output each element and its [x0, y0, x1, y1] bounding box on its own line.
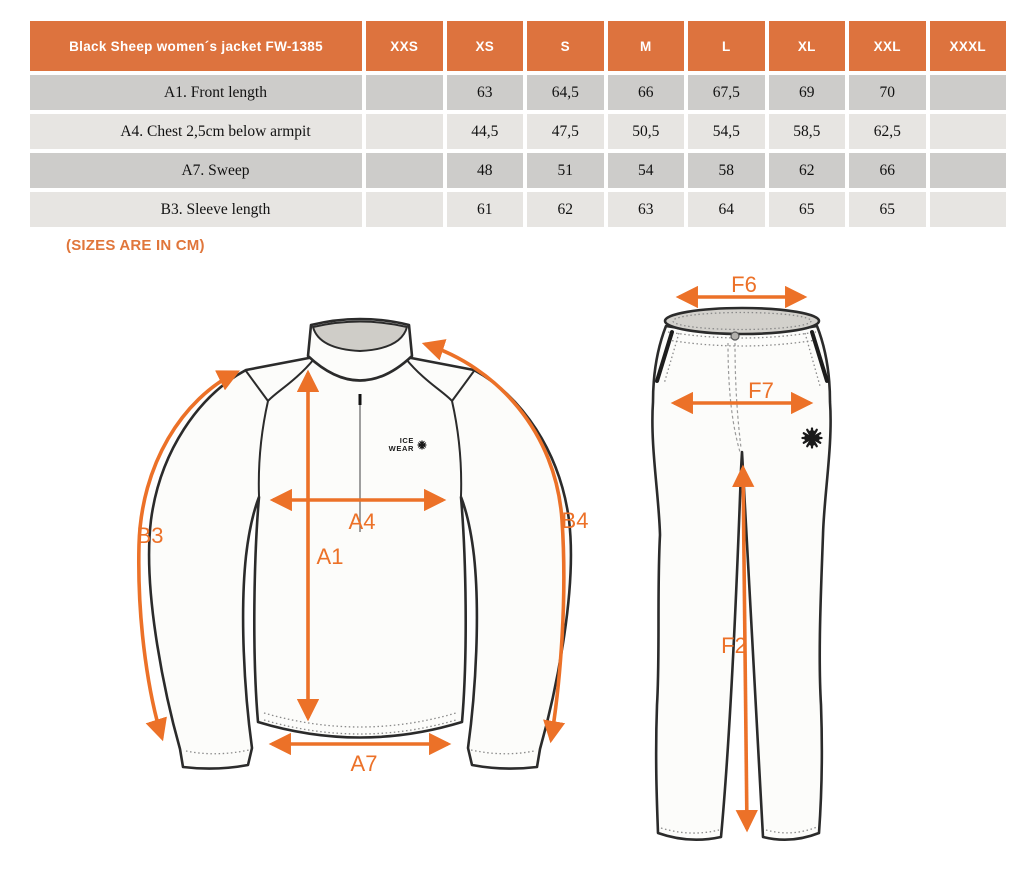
cell: 44,5 [447, 114, 524, 149]
cell: 65 [849, 192, 926, 227]
table-row-chest [30, 114, 1006, 149]
size-col-xl: XL [769, 21, 846, 71]
cell [930, 192, 1007, 227]
cell: 48 [447, 153, 524, 188]
cell: 66 [849, 153, 926, 188]
cell: 47,5 [527, 114, 604, 149]
cell [930, 75, 1007, 110]
cell: 58 [688, 153, 765, 188]
cell: 63 [608, 192, 685, 227]
brand-logo-line1: ICE [399, 436, 414, 445]
label-b3: B3 [136, 523, 164, 548]
table-row-front-length [30, 75, 1006, 110]
label-a7: A7 [350, 751, 378, 776]
cell [930, 153, 1007, 188]
label-a1: A1 [316, 544, 344, 569]
size-col-s: S [527, 21, 604, 71]
label-f6: F6 [731, 272, 757, 297]
cell: 50,5 [608, 114, 685, 149]
table-header-row [30, 21, 1006, 71]
cell: 66 [608, 75, 685, 110]
cell: 64 [688, 192, 765, 227]
size-col-xxl: XXL [849, 21, 926, 71]
table-row-sweep [30, 153, 1006, 188]
cell: 54 [608, 153, 685, 188]
cell [366, 114, 443, 149]
cell: 65 [769, 192, 846, 227]
pants-drawing [652, 308, 830, 840]
pants-button [731, 332, 739, 340]
row-label: A7. Sweep [30, 153, 362, 188]
cell: 67,5 [688, 75, 765, 110]
label-f2: F2 [721, 633, 747, 658]
cell: 69 [769, 75, 846, 110]
cell: 51 [527, 153, 604, 188]
product-title-cell: Black Sheep women´s jacket FW-1385 [30, 21, 362, 71]
cell: 70 [849, 75, 926, 110]
cell: 62 [769, 153, 846, 188]
brand-logo-line2: WEAR [388, 444, 414, 453]
drawings-svg [0, 260, 1032, 887]
cell [366, 192, 443, 227]
size-chart-table [26, 17, 1010, 231]
cell [366, 75, 443, 110]
size-col-m: M [608, 21, 685, 71]
label-f7: F7 [748, 378, 774, 403]
sizes-unit-note: (SIZES ARE IN CM) [66, 237, 205, 254]
label-a4: A4 [348, 509, 376, 534]
cell [366, 153, 443, 188]
row-label: B3. Sleeve length [30, 192, 362, 227]
cell: 62 [527, 192, 604, 227]
cell: 64,5 [527, 75, 604, 110]
size-col-xxs: XXS [366, 21, 443, 71]
size-col-xs: XS [447, 21, 524, 71]
cell: 61 [447, 192, 524, 227]
cell: 58,5 [769, 114, 846, 149]
size-col-l: L [688, 21, 765, 71]
row-label: A4. Chest 2,5cm below armpit [30, 114, 362, 149]
cell: 62,5 [849, 114, 926, 149]
table-row-sleeve-length [30, 192, 1006, 227]
label-b4: B4 [561, 508, 589, 533]
size-col-xxxl: XXXL [930, 21, 1007, 71]
cell [930, 114, 1007, 149]
cell: 54,5 [688, 114, 765, 149]
technical-drawings [0, 260, 1032, 887]
row-label: A1. Front length [30, 75, 362, 110]
cell: 63 [447, 75, 524, 110]
